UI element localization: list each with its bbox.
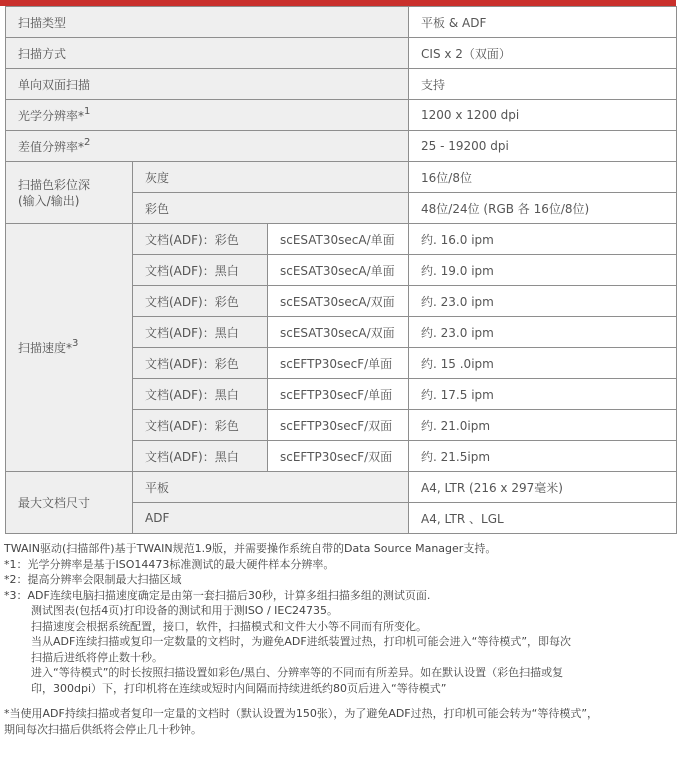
footnote-ref: 2 xyxy=(84,136,91,148)
footnote-ref: 1 xyxy=(84,105,91,117)
speed-mode: 文档(ADF)：彩色 xyxy=(133,224,268,255)
row-value: A4, LTR 、LGL xyxy=(409,503,677,534)
speed-mode: 文档(ADF)：黑白 xyxy=(133,379,268,410)
row-label: 差值分辨率*$^2$ xyxy=(6,131,409,162)
row-value: CIS x 2（双面） xyxy=(409,38,677,69)
row-value: 48位/24位 (RGB 各 16位/8位) xyxy=(409,193,677,224)
footer-note: *当使用ADF持续扫描或者复印一定量的文档时（默认设置为150张），为了避免ADF过热，打印机可能会转为“等待模式”， xyxy=(4,707,599,720)
row-value: 支持 xyxy=(409,69,677,100)
speed-setting: scEFTP30secF/单面 xyxy=(268,348,409,379)
speed-value: 约. 19.0 ipm xyxy=(409,255,677,286)
speed-value: 约. 21.0ipm xyxy=(409,410,677,441)
note-3-line: 进入“等待模式”的时长按照扫描设置如彩色/黑白、分辨率等的不同而有所差异。如在默认设置（彩色扫描或复 xyxy=(31,666,564,679)
speed-mode: 文档(ADF)：黑白 xyxy=(133,255,268,286)
note-3-line: 当从ADF连续扫描或复印一定数量的文档时，为避免ADF进纸装置过热，打印机可能会进入“等待模式”，即每次 xyxy=(31,635,572,648)
note-2: *2：提高分辨率会限制最大扫描区域 xyxy=(4,573,182,586)
table-row xyxy=(6,7,677,38)
speed-setting: scESAT30secA/单面 xyxy=(268,255,409,286)
speed-setting: scEFTP30secF/双面 xyxy=(268,410,409,441)
speed-mode: 文档(ADF)：彩色 xyxy=(133,348,268,379)
speed-value: 约. 17.5 ipm xyxy=(409,379,677,410)
note-3-line: 扫描后进纸将停止数十秒。 xyxy=(31,650,163,664)
table-row xyxy=(6,131,677,162)
speed-mode: 文档(ADF)：黑白 xyxy=(133,317,268,348)
table-row xyxy=(6,162,677,193)
spec-table xyxy=(5,6,677,534)
row-value: A4, LTR (216 x 297毫米) xyxy=(409,472,677,503)
sub-label: ADF xyxy=(133,503,409,534)
speed-value: 约. 15 .0ipm xyxy=(409,348,677,379)
speed-setting: scESAT30secA/单面 xyxy=(268,224,409,255)
speed-mode: 文档(ADF)：黑白 xyxy=(133,441,268,472)
note-3-line: 测试图表(包括4页)打印设备的测试和用于测ISO / IEC24735。 xyxy=(31,604,339,617)
table-row xyxy=(6,38,677,69)
row-value: 1200 x 1200 dpi xyxy=(409,100,677,131)
speed-value: 约. 21.5ipm xyxy=(409,441,677,472)
row-label: 光学分辨率*$^1$ xyxy=(6,100,409,131)
speed-setting: scESAT30secA/双面 xyxy=(268,317,409,348)
note-3-line: 扫描速度会根据系统配置，接口，软件，扫描模式和文件大小等不同而有所变化。 xyxy=(31,619,427,633)
speed-value: 约. 23.0 ipm xyxy=(409,286,677,317)
table-row xyxy=(6,224,677,255)
speed-mode: 文档(ADF)：彩色 xyxy=(133,286,268,317)
speed-setting: scESAT30secA/双面 xyxy=(268,286,409,317)
speed-mode: 文档(ADF)：彩色 xyxy=(133,410,268,441)
note-twain: TWAIN驱动(扫描部件)基于TWAIN规范1.9版，并需要操作系统自带的Data Source Manager支持。 xyxy=(4,542,497,555)
speed-value: 约. 23.0 ipm xyxy=(409,317,677,348)
row-value: 平板 & ADF xyxy=(409,7,677,38)
speed-setting: scEFTP30secF/单面 xyxy=(268,379,409,410)
row-label: 扫描方式 xyxy=(6,38,409,69)
footnotes xyxy=(4,541,680,737)
row-value: 25 - 19200 dpi xyxy=(409,131,677,162)
note-3-line: 印，300dpi）下，打印机将在连续或短时内间隔而持续进纸约80页后进入“等待模式” xyxy=(31,681,447,695)
footnote-ref: 3 xyxy=(72,338,79,349)
table-row xyxy=(6,69,677,100)
max-doc-size-label: 最大文档尺寸 xyxy=(6,472,133,534)
sub-label: 灰度 xyxy=(133,162,409,193)
scan-speed-label: 扫描速度*$^3$ xyxy=(6,224,133,472)
footer-note: 期间每次扫描后供纸将会停止几十秒钟。 xyxy=(4,722,202,736)
table-row xyxy=(6,100,677,131)
color-depth-label: 扫描色彩位深 (输入/输出) xyxy=(6,162,133,224)
table-row xyxy=(6,472,677,503)
speed-setting: scEFTP30secF/双面 xyxy=(268,441,409,472)
row-value: 16位/8位 xyxy=(409,162,677,193)
row-label: 扫描类型 xyxy=(6,7,409,38)
speed-value: 约. 16.0 ipm xyxy=(409,224,677,255)
note-1: *1：光学分辨率是基于ISO14473标准测试的最大硬件样本分辨率。 xyxy=(4,557,335,571)
note-3: *3：ADF连续电脑扫描速度确定是由第一套扫描后30秒，计算多组扫描多组的测试页面. xyxy=(4,588,431,602)
sub-label: 平板 xyxy=(133,472,409,503)
row-label: 单向双面扫描 xyxy=(6,69,409,100)
sub-label: 彩色 xyxy=(133,193,409,224)
